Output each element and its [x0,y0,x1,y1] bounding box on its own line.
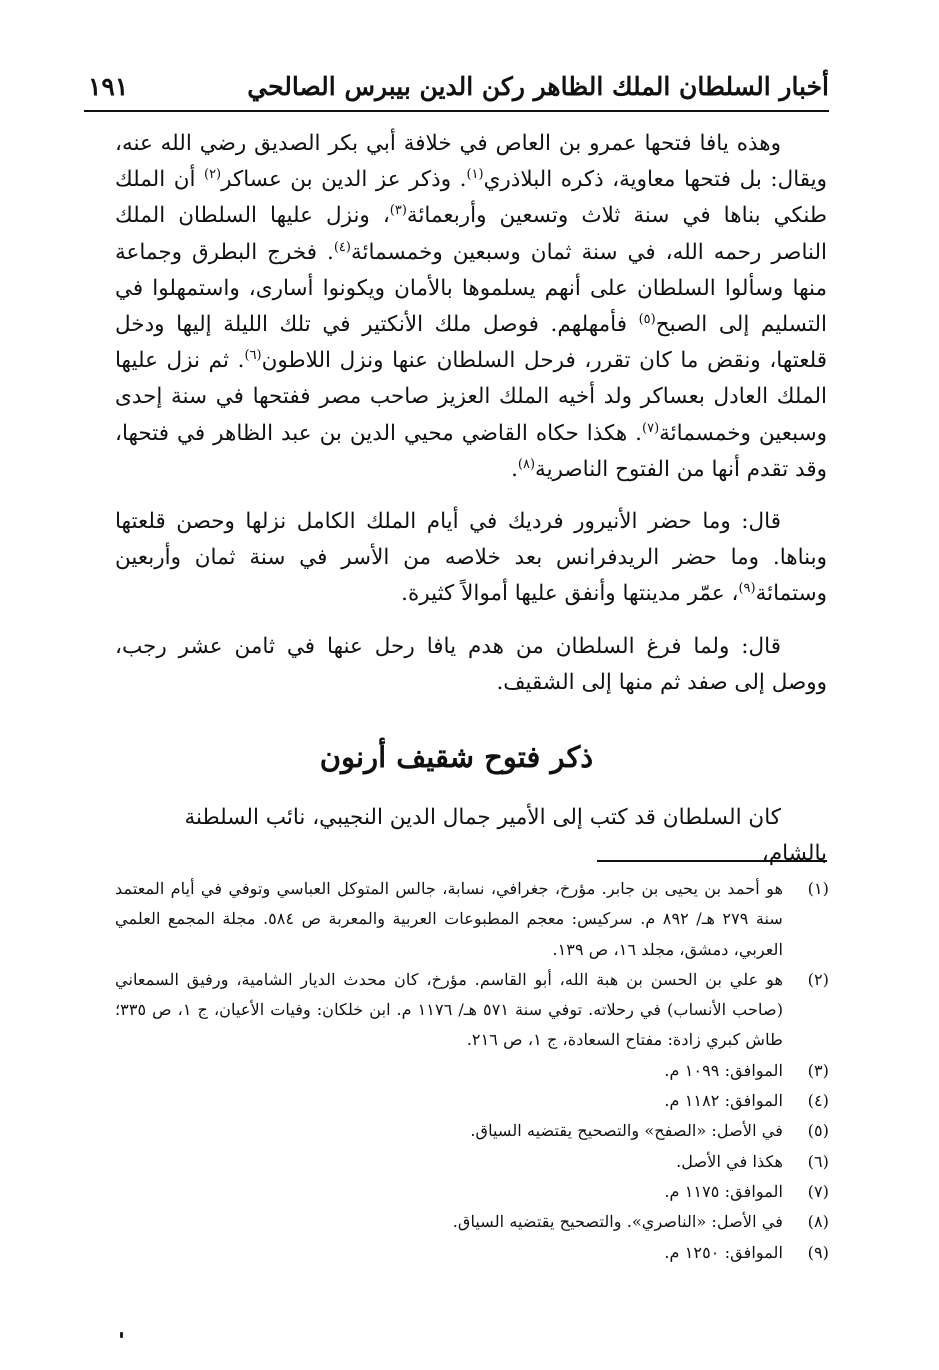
footnote-marker: (٨) [517,456,536,472]
footnote [115,874,829,965]
footnote-marker: (٩) [738,581,756,597]
text-run: . فخرج البطرق وجماعة منها وسألوا السلطان على أنهم يسلموها بالأمان ويكونوا أسارى، واستمهلوا في التسليم إلى الصبح [115,239,827,338]
footnote-number: (٨) [807,1212,829,1232]
footnote-text: في الأصل: «الناصري». والتصحيح يقتضيه السياق. [452,1212,783,1232]
footnote-number: (٣) [807,1060,829,1080]
text-run: قال: وما حضر الأنيرور فرديك في أيام الملك الكامل نزلها وحصن قلعتها وبناها. وما حضر الريدفرانس بعد خلاصه من الأسر في سنة ثمان وأربعين وستمائة [115,509,827,607]
footnote-marker: (٦) [244,348,262,364]
footnotes-list [115,874,829,1268]
footnote-number: (٤) [807,1091,829,1111]
footnote-number: (١) [807,879,829,898]
running-title: أخبار السلطان الملك الظاهر ركن الدين بيبرس الصالحي [247,72,829,101]
footnote-marker: (٣) [389,203,407,219]
text-run: قال: ولما فرغ السلطان من هدم يافا رحل عنها في ثامن عشر رجب، ووصل إلى صفد ثم منها إلى الشقيف. [115,633,827,695]
text-run: . هكذا حكاه القاضي محيي الدين بن عبد الظاهر في فتحها، وقد تقدم أنها من الفتوح الناصرية [115,420,827,482]
footnote-marker: (٤) [333,239,351,255]
paragraph [115,629,827,701]
footnote-number: (٧) [807,1181,829,1201]
page-number: ١٩١ [88,72,129,101]
footnote-marker: (٢) [203,167,222,183]
footnote [115,965,829,1056]
section-heading: ذكر فتوح شقيف أرنون [319,740,594,774]
text-run: . وذكر عز الدين بن عساكر [221,167,467,193]
print-speck [120,1332,123,1338]
footnote-text: هكذا في الأصل. [676,1151,783,1171]
footnote [115,1207,829,1237]
footnote-number: (٥) [807,1121,829,1141]
footnote-text: الموافق: ١٢٥٠ م. [664,1242,783,1262]
footnote [115,1056,829,1086]
footnote-divider [597,860,827,862]
text-run: وهذه يافا فتحها عمرو بن العاص في خلافة أبي بكر الصديق رضي الله عنه، ويقال: بل فتحها معاوية، ذكره البلاذري [115,131,827,193]
text-run: . [511,456,518,482]
footnote-number: (٩) [807,1242,829,1262]
main-text [115,126,827,701]
paragraph [115,504,827,613]
footnote [115,1177,829,1207]
footnote-marker: (٥) [638,311,656,327]
footnote [115,1147,829,1177]
footnote-text: هو أحمد بن يحيى بن جابر. مؤرخ، جغرافي، نسابة، جالس المتوكل العباسي وتوفي في أيام المعتمد سنة ٢٧٩ هـ/ ٨٩٢ م. سركيس: معجم المطبوعات العربية والمعربة ص ٥٨٤. مجلة المجمع العلمي العربي، دمشق، مجلد ١٦، ص ١٣٩. [115,879,783,959]
footnote-text: الموافق: ١١٨٢ م. [664,1091,783,1111]
footnote [115,1238,829,1268]
running-header [84,66,829,112]
footnote-marker: (١) [466,167,484,183]
footnote-text: الموافق: ١١٧٥ م. [664,1181,783,1201]
footnote-text: هو علي بن الحسن بن هبة الله، أبو القاسم. مؤرخ، كان محدث الديار الشامية، ورفيق السمعاني (صاحب الأنساب) في رحلاته. توفي سنة ٥٧١ هـ/ ١١٧٦ م. ابن خلكان: وفيات الأعيان، ج ١، ص ٣٣٥؛ طاش كبري زادة: مفتاح السعادة، ج ١، ص ٢١٦. [115,969,784,1050]
footnote-number: (٦) [807,1151,829,1171]
text-run: ، ونزل عليها السلطان الملك الناصر رحمه الله، في سنة ثمان وسبعين وخمسمائة [115,203,828,265]
text-run: . ثم نزل عليها الملك العادل بعساكر ولد أخيه الملك العزيز صاحب مصر ففتحها في سنة إحدى وسبعين وخمسمائة [115,348,827,446]
text-run: أن الملك طنكي بناها في سنة ثلاث وتسعين وأربعمائة [115,167,828,229]
footnote-marker: (٧) [642,420,660,436]
footnote-text: في الأصل: «الصفح» والتصحيح يقتضيه السياق. [470,1121,783,1141]
text-run: ، عمّر مدينتها وأنفق عليها أموالاً كثيرة. [401,581,739,607]
footnote-number: (٢) [807,969,829,989]
text-run: فأمهلهم. فوصل ملك الأنكتير في تلك الليلة إليها ودخل قلعتها، ونقض ما كان تقرر، فرحل السلطان عنها ونزل اللاطون [115,312,827,374]
footnote [115,1116,829,1146]
footnote-text: الموافق: ١٠٩٩ م. [664,1060,783,1080]
paragraph [115,126,827,488]
section-first-paragraph: كان السلطان قد كتب إلى الأمير جمال الدين النجيبي، نائب السلطنة بالشام، [184,805,827,866]
footnote [115,1086,829,1116]
